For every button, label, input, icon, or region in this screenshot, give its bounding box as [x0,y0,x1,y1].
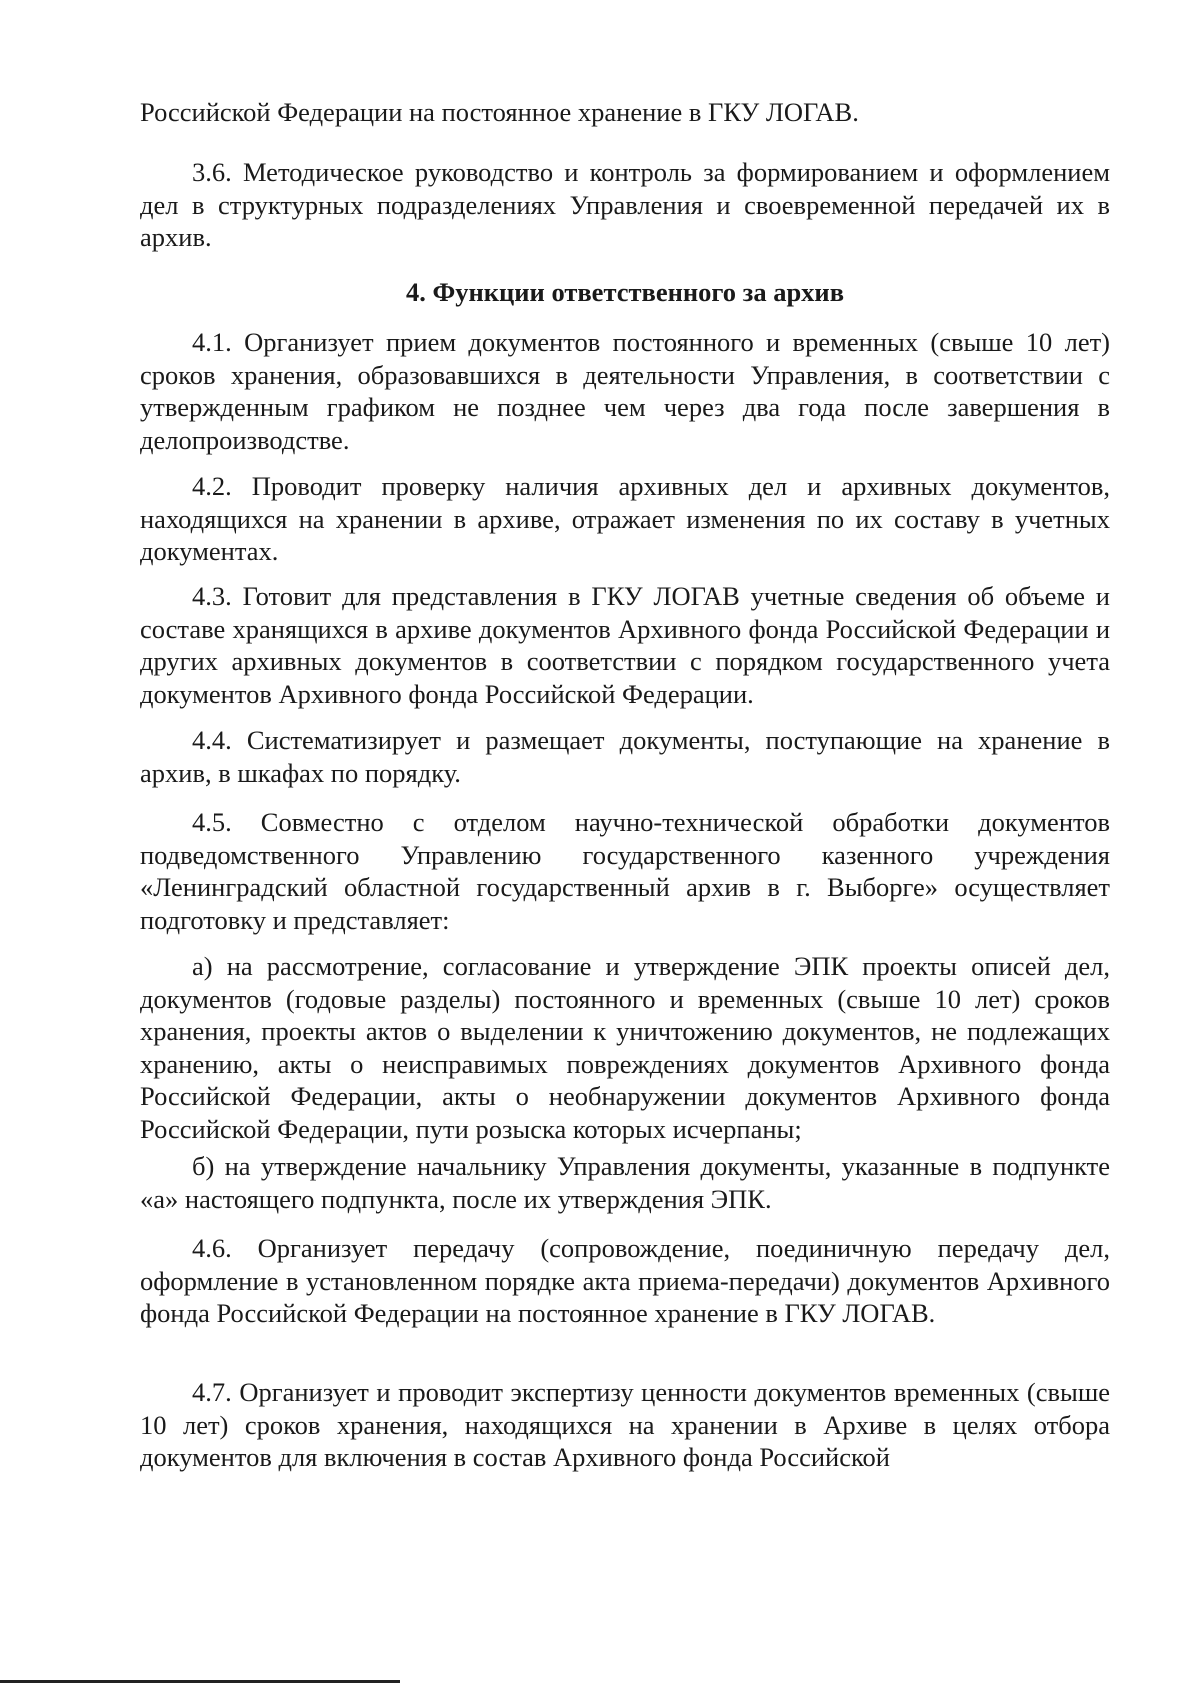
paragraph-4-5-b: б) на утверждение начальнику Управления документы, указанные в подпункте «а» настоящего подпункта, после их утверждения ЭПК. [140,1151,1110,1214]
paragraph-continuation: Российской Федерации на постоянное хранение в ГКУ ЛОГАВ. [140,97,859,127]
paragraph-4-2: 4.2. Проводит проверку наличия архивных дел и архивных документов, находящихся на хранении в архиве, отражает изменения по их составу в учетных документах. [140,471,1110,566]
paragraph-4-1: 4.1. Организует прием документов постоянного и временных (свыше 10 лет) сроков хранения, образовавшихся в деятельности Управления, в соответствии с утвержденным графиком не позднее чем через два года после завершения в делопроизводстве. [140,327,1110,455]
paragraph-4-3: 4.3. Готовит для представления в ГКУ ЛОГАВ учетные сведения об объеме и составе хранящихся в архиве документов Архивного фонда Российской Федерации и других архивных документов в соответствии с порядком государственного учета документов Архивного фонда Российской Федерации. [140,581,1110,709]
section-heading-4: 4. Функции ответственного за архив [405,277,845,307]
scan-edge-line [0,1680,400,1683]
paragraph-3-6: 3.6. Методическое руководство и контроль за формированием и оформлением дел в структурных подразделениях Управления и своевременной передачей их в архив. [140,157,1110,252]
paragraph-4-4: 4.4. Систематизирует и размещает документы, поступающие на хранение в архив, в шкафах по порядку. [140,725,1110,788]
paragraph-4-7: 4.7. Организует и проводит экспертизу ценности документов временных (свыше 10 лет) сроков хранения, находящихся на хранении в Архиве в целях отбора документов для включения в состав Архивного фонда Российской [140,1377,1110,1472]
paragraph-4-5-a: а) на рассмотрение, согласование и утверждение ЭПК проекты описей дел, документов (годовые разделы) постоянного и временных (свыше 10 лет) сроков хранения, проекты актов о выделении к уничтожению документов, не подлежащих хранению, акты о неисправимых повреждениях документов Архивного фонда Российской Федерации, акты о необнаружении документов Архивного фонда Российской Федерации, пути розыска которых исчерпаны; [140,951,1110,1144]
paragraph-4-5: 4.5. Совместно с отделом научно-технической обработки документов подведомственного Управлению государственного казенного учреждения «Ленинградский областной государственный архив в г. Выборге» осуществляет подготовку и представляет: [140,807,1110,935]
paragraph-4-6: 4.6. Организует передачу (сопровождение, поединичную передачу дел, оформление в установленном порядке акта приема-передачи) документов Архивного фонда Российской Федерации на постоянное хранение в ГКУ ЛОГАВ. [140,1233,1110,1328]
